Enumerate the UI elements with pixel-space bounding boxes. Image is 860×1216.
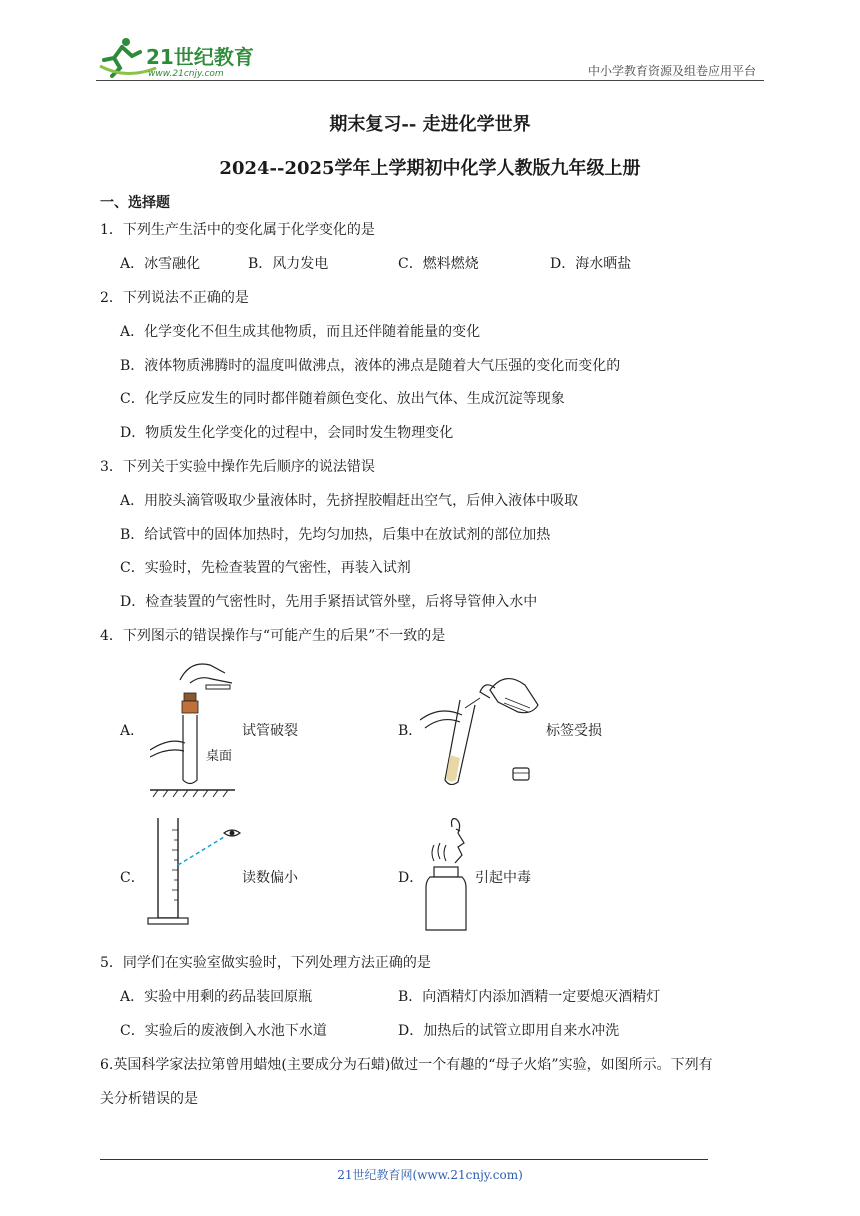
question-1-stem: 1．下列生产生活中的变化属于化学变化的是 bbox=[100, 222, 375, 238]
q3-option-b: B．给试管中的固体加热时，先均匀加热，后集中在放试剂的部位加热 bbox=[120, 527, 551, 543]
q1-option-b: B．风力发电 bbox=[248, 256, 329, 272]
logo-text: 21世纪教育 bbox=[146, 45, 254, 69]
question-5-stem: 5．同学们在实验室做实验时，下列处理方法正确的是 bbox=[100, 955, 431, 971]
q4-figure-b-letter: B． bbox=[398, 723, 423, 739]
section-heading: 一、选择题 bbox=[100, 195, 170, 211]
footer-divider bbox=[100, 1159, 708, 1160]
question-3-stem: 3．下列关于实验中操作先后顺序的说法错误 bbox=[100, 459, 375, 475]
q4-figure-a-caption: 试管破裂 bbox=[242, 723, 298, 739]
q4-figure-a-letter: A． bbox=[120, 723, 145, 739]
q4-figure-b-caption: 标签受损 bbox=[546, 723, 602, 739]
question-6-stem-line-2: 关分析错误的是 bbox=[100, 1091, 198, 1107]
q1-option-c: C．燃料燃烧 bbox=[398, 256, 479, 272]
q4-figure-d-caption: 引起中毒 bbox=[475, 870, 531, 886]
q2-option-d: D．物质发生化学变化的过程中，会同时发生物理变化 bbox=[120, 425, 454, 441]
q5-option-a: A．实验中用剩的药品装回原瓶 bbox=[120, 989, 313, 1005]
q4-figure-b-illustration bbox=[420, 660, 545, 785]
q3-option-d: D．检查装置的气密性时，先用手紧捂试管外壁，后将导管伸入水中 bbox=[120, 594, 538, 610]
page-subtitle: 2024--2025学年上学期初中化学人教版九年级上册 bbox=[219, 158, 641, 179]
q1-option-d: D．海水晒盐 bbox=[550, 256, 632, 272]
question-4-stem: 4．下列图示的错误操作与“可能产生的后果”不一致的是 bbox=[100, 628, 446, 644]
question-2-stem: 2．下列说法不正确的是 bbox=[100, 290, 249, 306]
q4-figure-a-desk-label: 桌面 bbox=[206, 749, 233, 764]
q5-option-b: B．向酒精灯内添加酒精一定要熄灭酒精灯 bbox=[398, 989, 661, 1005]
q5-option-c: C．实验后的废液倒入水池下水道 bbox=[120, 1023, 327, 1039]
q5-option-d: D．加热后的试管立即用自来水冲洗 bbox=[398, 1023, 620, 1039]
question-6-stem-line-1: 6.英国科学家法拉第曾用蜡烛(主要成分为石蜡)做过一个有趣的“母子火焰”实验，如图所示。下列有 bbox=[100, 1057, 713, 1073]
footer-link[interactable]: 21世纪教育网(www.21cnjy.com) bbox=[337, 1168, 523, 1182]
page-title: 期末复习-- 走进化学世界 bbox=[329, 114, 531, 135]
header-divider bbox=[96, 80, 764, 81]
q4-figure-a-illustration bbox=[150, 655, 240, 800]
q4-figure-d-letter: D． bbox=[398, 870, 424, 886]
q3-option-c: C．实验时，先检查装置的气密性，再装入试剂 bbox=[120, 560, 411, 576]
q3-option-a: A．用胶头滴管吸取少量液体时，先挤捏胶帽赶出空气，后伸入液体中吸取 bbox=[120, 493, 579, 509]
site-logo bbox=[96, 36, 266, 80]
logo-url: www.21cnjy.com bbox=[148, 69, 224, 79]
q4-figure-c-letter: C． bbox=[120, 870, 145, 886]
q2-option-c: C．化学反应发生的同时都伴随着颜色变化、放出气体、生成沉淀等现象 bbox=[120, 391, 565, 407]
q4-figure-c-illustration bbox=[140, 815, 250, 930]
q1-option-a: A．冰雪融化 bbox=[120, 256, 201, 272]
q2-option-a: A．化学变化不但生成其他物质，而且还伴随着能量的变化 bbox=[120, 324, 481, 340]
q2-option-b: B．液体物质沸腾时的温度叫做沸点，液体的沸点是随着大气压强的变化而变化的 bbox=[120, 358, 621, 374]
q4-figure-c-caption: 读数偏小 bbox=[242, 870, 298, 886]
header-platform-text: 中小学教育资源及组卷应用平台 bbox=[587, 64, 756, 78]
